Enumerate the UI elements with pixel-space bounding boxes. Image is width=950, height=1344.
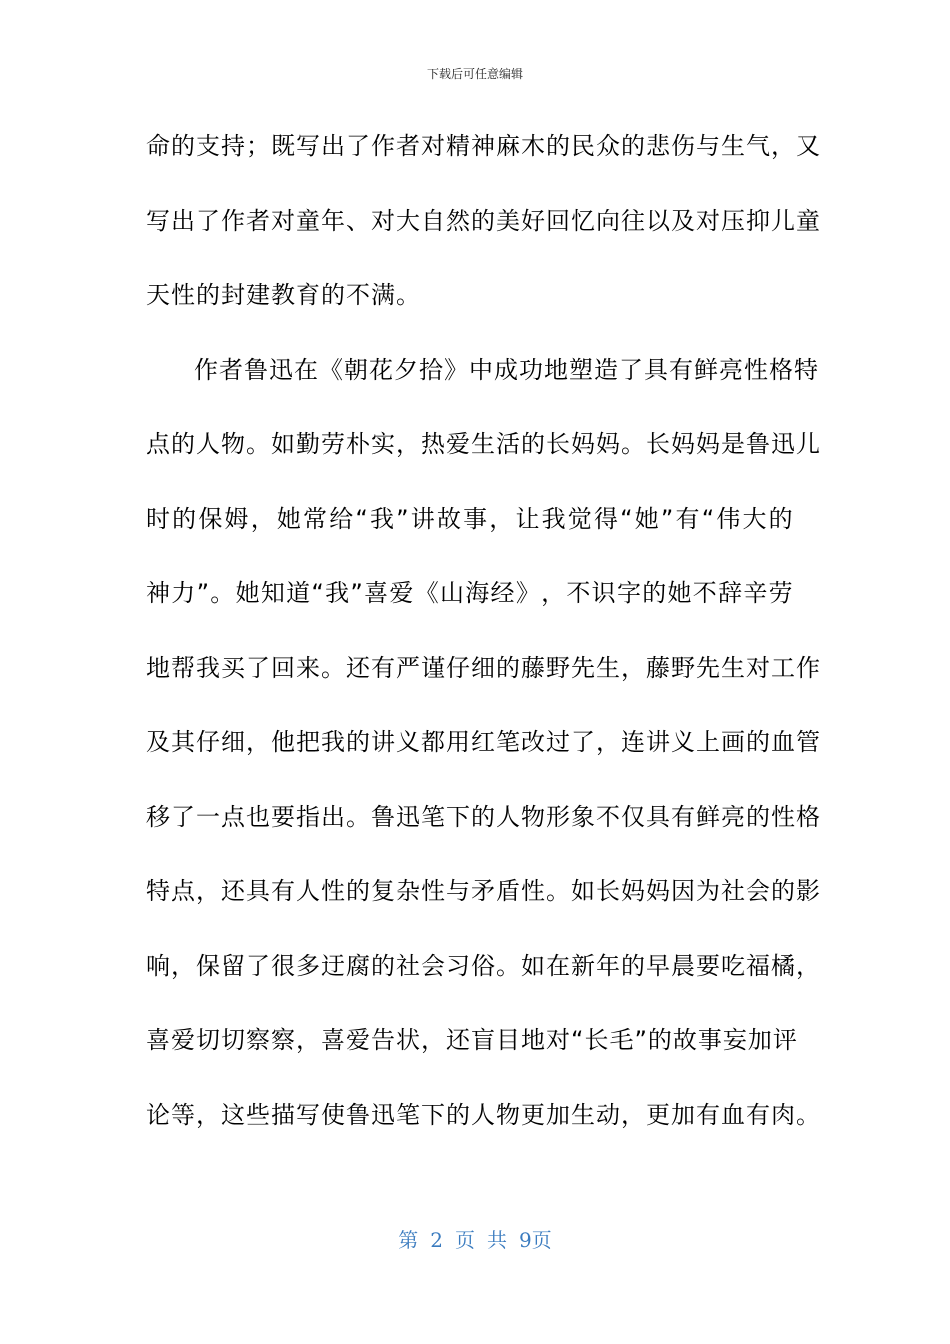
page-footer: [0, 1226, 950, 1254]
header-note: 下载后可任意编辑: [426, 67, 523, 81]
document-body: [146, 122, 821, 1165]
text-line: 特 点 ， 还 具 有 人 性 的 复 杂 性 与 矛 盾 性 。 如 长 妈 妈 因 为 社 会 的 影: [146, 877, 821, 905]
text-line: 写 出 了 作 者 对 童 年 、 对 大 自 然 的 美 好 回 忆 向 往 以 及 对 压 抑 儿 童: [146, 206, 821, 235]
footer-prefix: 第: [398, 1228, 419, 1252]
text-line: 点 的 人 物 。 如 勤 劳 朴 实 ， 热 爱 生 活 的 长 妈 妈 。 长 妈 妈 是 鲁 迅 儿: [146, 430, 821, 458]
footer-mid: 页: [455, 1228, 475, 1252]
page-number: 2: [430, 1228, 443, 1252]
text-line: 命 的 支 持 ； 既 写 出 了 作 者 对 精 神 麻 木 的 民 众 的 悲 伤 与 生 气 ， 又: [146, 132, 821, 160]
text-line: 天性的封建教育的不满。: [146, 281, 421, 309]
footer-total-label: 共: [487, 1228, 507, 1252]
text-line: 时 的 保 姆 ， 她 常 给 “ 我 ” 讲 故 事 ， 让 我 觉 得 “ 她 ” 有 “ 伟 大 的: [146, 504, 794, 533]
text-line: 作 者 鲁 迅 在 《 朝 花 夕 拾 》 中 成 功 地 塑 造 了 具 有 鲜 亮 性 格 特: [194, 355, 819, 384]
text-line: 移 了 一 点 也 要 指 出 。 鲁 迅 笔 下 的 人 物 形 象 不 仅 具 有 鲜 亮 的 性 格: [146, 802, 821, 831]
text-line: 神 力 ” 。 她 知 道 “ 我 ” 喜 爱 《 山 海 经 》 ， 不 识 字 的 她 不 辞 辛 劳: [146, 579, 794, 607]
text-line: 喜 爱 切 切 察 察 ， 喜 爱 告 状 ， 还 盲 目 地 对 “ 长 毛 ” 的 故 事 妄 加 评: [146, 1026, 798, 1054]
text-line: 及 其 仔 细 ， 他 把 我 的 讲 义 都 用 红 笔 改 过 了 ， 连 讲 义 上 画 的 血 管: [146, 728, 821, 756]
text-line: 地 帮 我 买 了 回 来 。 还 有 严 谨 仔 细 的 藤 野 先 生 ， 藤 野 先 生 对 工 作: [146, 653, 821, 682]
page-total: 9页: [519, 1228, 552, 1252]
text-line: 响 ， 保 留 了 很 多 迂 腐 的 社 会 习 俗 。 如 在 新 年 的 早 晨 要 吃 福 橘 ，: [146, 951, 821, 980]
text-line: 论等，这些描写使鲁迅笔下的人物更加生动，更加有血有肉。: [146, 1100, 821, 1129]
